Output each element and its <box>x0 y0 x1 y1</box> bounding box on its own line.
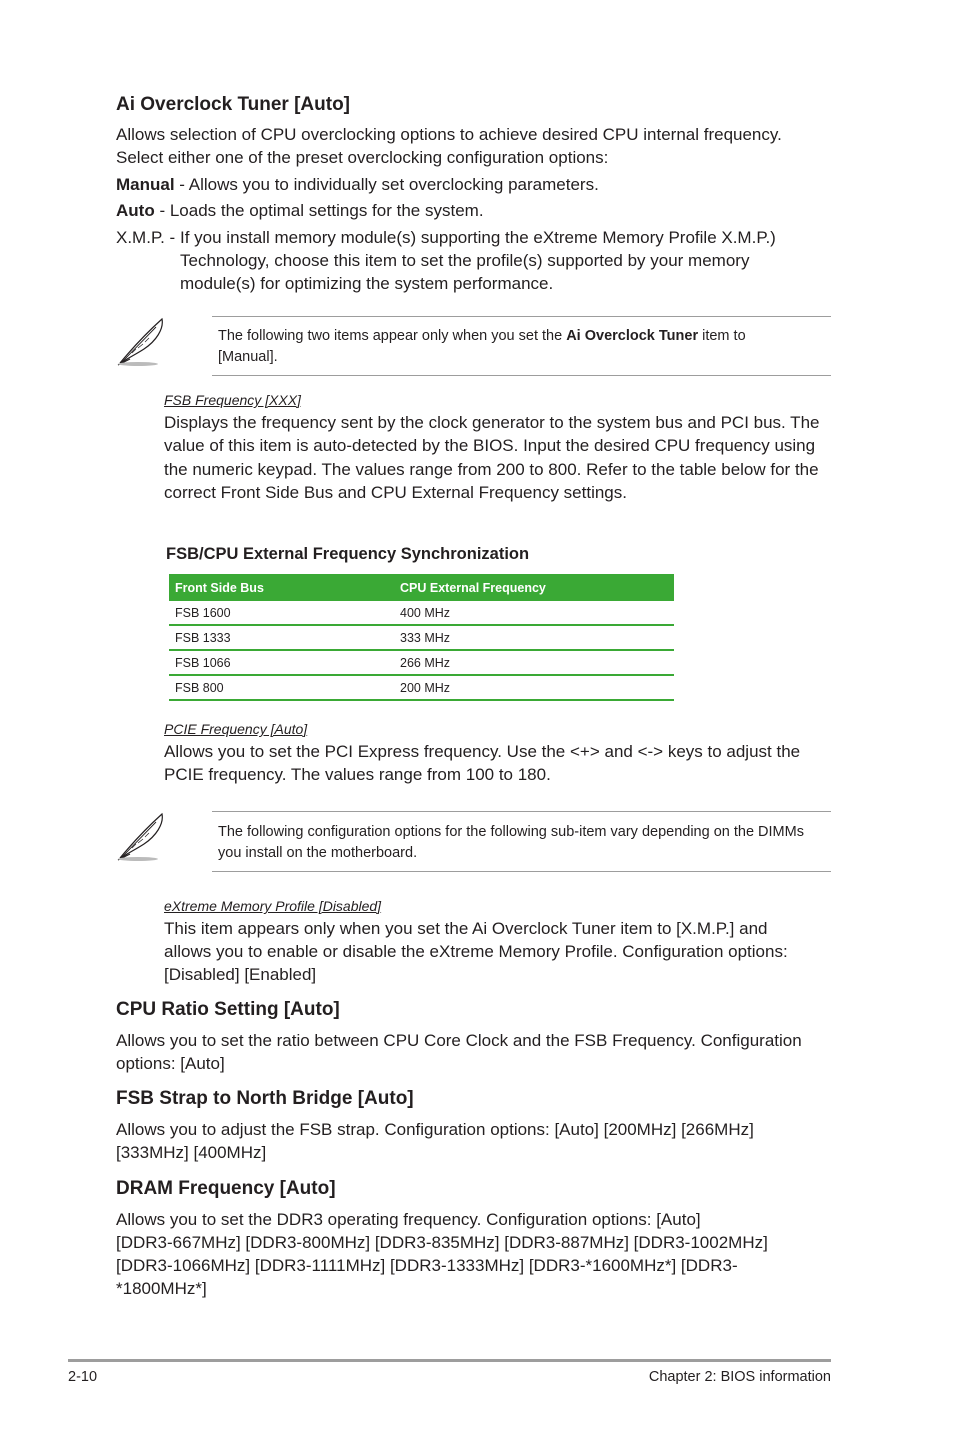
cpu-ratio-line-2: options: [Auto] <box>116 1054 225 1073</box>
subsection-title-pcie-frequency: PCIE Frequency [Auto] <box>164 721 308 737</box>
table-cell-fsb: FSB 1600 <box>169 601 394 625</box>
option-auto-text: - Loads the optimal settings for the system. <box>154 201 484 220</box>
dram-line-2: [DDR3-667MHz] [DDR3-800MHz] [DDR3-835MHz] [DDR3-887MHz] [DDR3-1002MHz] <box>116 1233 768 1252</box>
table-header-cpu-external-frequency: CPU External Frequency <box>400 580 546 595</box>
table-row <box>169 675 674 700</box>
table-cell-cpu-freq: 333 MHz <box>394 625 674 650</box>
fsb-line-3: the numeric keypad. The values range from 200 to 800. Refer to the table below for the <box>164 460 819 479</box>
dram-line-1: Allows you to set the DDR3 operating frequency. Configuration options: [Auto] <box>116 1210 701 1229</box>
option-auto-label: Auto <box>116 201 155 220</box>
section-title-cpu-ratio: CPU Ratio Setting [Auto] <box>116 999 340 1020</box>
note-top-rule <box>212 811 831 812</box>
option-auto <box>116 199 484 222</box>
chapter-label: Chapter 2: BIOS information <box>648 1369 831 1385</box>
option-xmp-line-1: If you install memory module(s) supporting the eXtreme Memory Profile X.M.P.) <box>180 228 776 247</box>
note-1-line-1 <box>218 326 833 347</box>
table-row <box>169 650 674 675</box>
table-cell-cpu-freq: 400 MHz <box>394 601 674 625</box>
table-cell-cpu-freq: 200 MHz <box>394 675 674 700</box>
intro-line-2: Select either one of the preset overclocking configuration options: <box>116 148 609 167</box>
table-row <box>169 601 674 625</box>
pcie-line-2: PCIE frequency. The values range from 100 to 180. <box>164 765 551 784</box>
page-number: 2-10 <box>68 1369 98 1385</box>
fsb-cpu-frequency-table <box>169 574 674 701</box>
table-header-front-side-bus: Front Side Bus <box>175 580 264 595</box>
note-top-rule <box>212 316 831 317</box>
fsb-strap-line-2: [333MHz] [400MHz] <box>116 1143 267 1162</box>
xmp-line-3: [Disabled] [Enabled] <box>164 965 317 984</box>
option-xmp-line-2: Technology, choose this item to set the profile(s) supported by your memory <box>180 251 750 270</box>
table-cell-cpu-freq: 266 MHz <box>394 650 674 675</box>
fsb-strap-line-1: Allows you to adjust the FSB strap. Configuration options: [Auto] [200MHz] [266MHz] <box>116 1120 754 1139</box>
xmp-line-1: This item appears only when you set the Ai Overclock Tuner item to [X.M.P.] and <box>164 919 768 938</box>
fsb-line-1: Displays the frequency sent by the clock generator to the system bus and PCI bus. The <box>164 413 820 432</box>
note-1-line-2: [Manual]. <box>218 349 278 365</box>
table-cell-fsb: FSB 1066 <box>169 650 394 675</box>
dram-line-4: *1800MHz*] <box>116 1279 207 1298</box>
pcie-line-1: Allows you to set the PCI Express frequency. Use the <+> and <-> keys to adjust the <box>164 742 801 761</box>
option-xmp-line-3: module(s) for optimizing the system performance. <box>180 274 554 293</box>
note-2-line-1: The following configuration options for the following sub-item vary depending on the DIMMs <box>218 824 804 840</box>
section-title-fsb-strap: FSB Strap to North Bridge [Auto] <box>116 1088 414 1109</box>
note-1-post: item to <box>698 328 746 344</box>
section-title-dram-frequency: DRAM Frequency [Auto] <box>116 1178 336 1199</box>
fsb-line-4: correct Front Side Bus and CPU External Frequency settings. <box>164 483 627 502</box>
table-caption: FSB/CPU External Frequency Synchronization <box>166 545 530 563</box>
xmp-line-2: allows you to enable or disable the eXtreme Memory Profile. Configuration options: <box>164 942 788 961</box>
note-bottom-rule <box>212 375 831 376</box>
note-1-pre: The following two items appear only when you set the <box>218 328 567 344</box>
footer-rule <box>68 1359 831 1362</box>
table-header-row <box>169 574 674 601</box>
table-cell-fsb: FSB 1333 <box>169 625 394 650</box>
feather-pen-icon <box>116 810 168 862</box>
feather-pen-icon <box>116 315 168 367</box>
option-manual-text: - Allows you to individually set overclocking parameters. <box>174 175 599 194</box>
fsb-line-2: value of this item is auto-detected by the BIOS. Input the desired CPU frequency using <box>164 436 816 455</box>
table-cell-fsb: FSB 800 <box>169 675 394 700</box>
option-manual-label: Manual <box>116 175 175 194</box>
option-manual <box>116 173 599 196</box>
subsection-title-fsb-frequency: FSB Frequency [XXX] <box>164 392 301 408</box>
dram-line-3: [DDR3-1066MHz] [DDR3-1111MHz] [DDR3-1333MHz] [DDR3-*1600MHz*] [DDR3- <box>116 1256 738 1275</box>
note-1-bold: Ai Overclock Tuner <box>566 328 699 344</box>
section-title-ai-overclock-tuner: Ai Overclock Tuner [Auto] <box>116 94 351 115</box>
note-2-line-2: you install on the motherboard. <box>218 845 418 861</box>
table-row <box>169 625 674 650</box>
note-bottom-rule <box>212 871 831 872</box>
cpu-ratio-line-1: Allows you to set the ratio between CPU Core Clock and the FSB Frequency. Configuration <box>116 1031 802 1050</box>
option-xmp-label: X.M.P. - <box>116 228 176 247</box>
intro-line-1: Allows selection of CPU overclocking options to achieve desired CPU internal frequency. <box>116 125 782 144</box>
subsection-title-xmp: eXtreme Memory Profile [Disabled] <box>164 898 382 914</box>
